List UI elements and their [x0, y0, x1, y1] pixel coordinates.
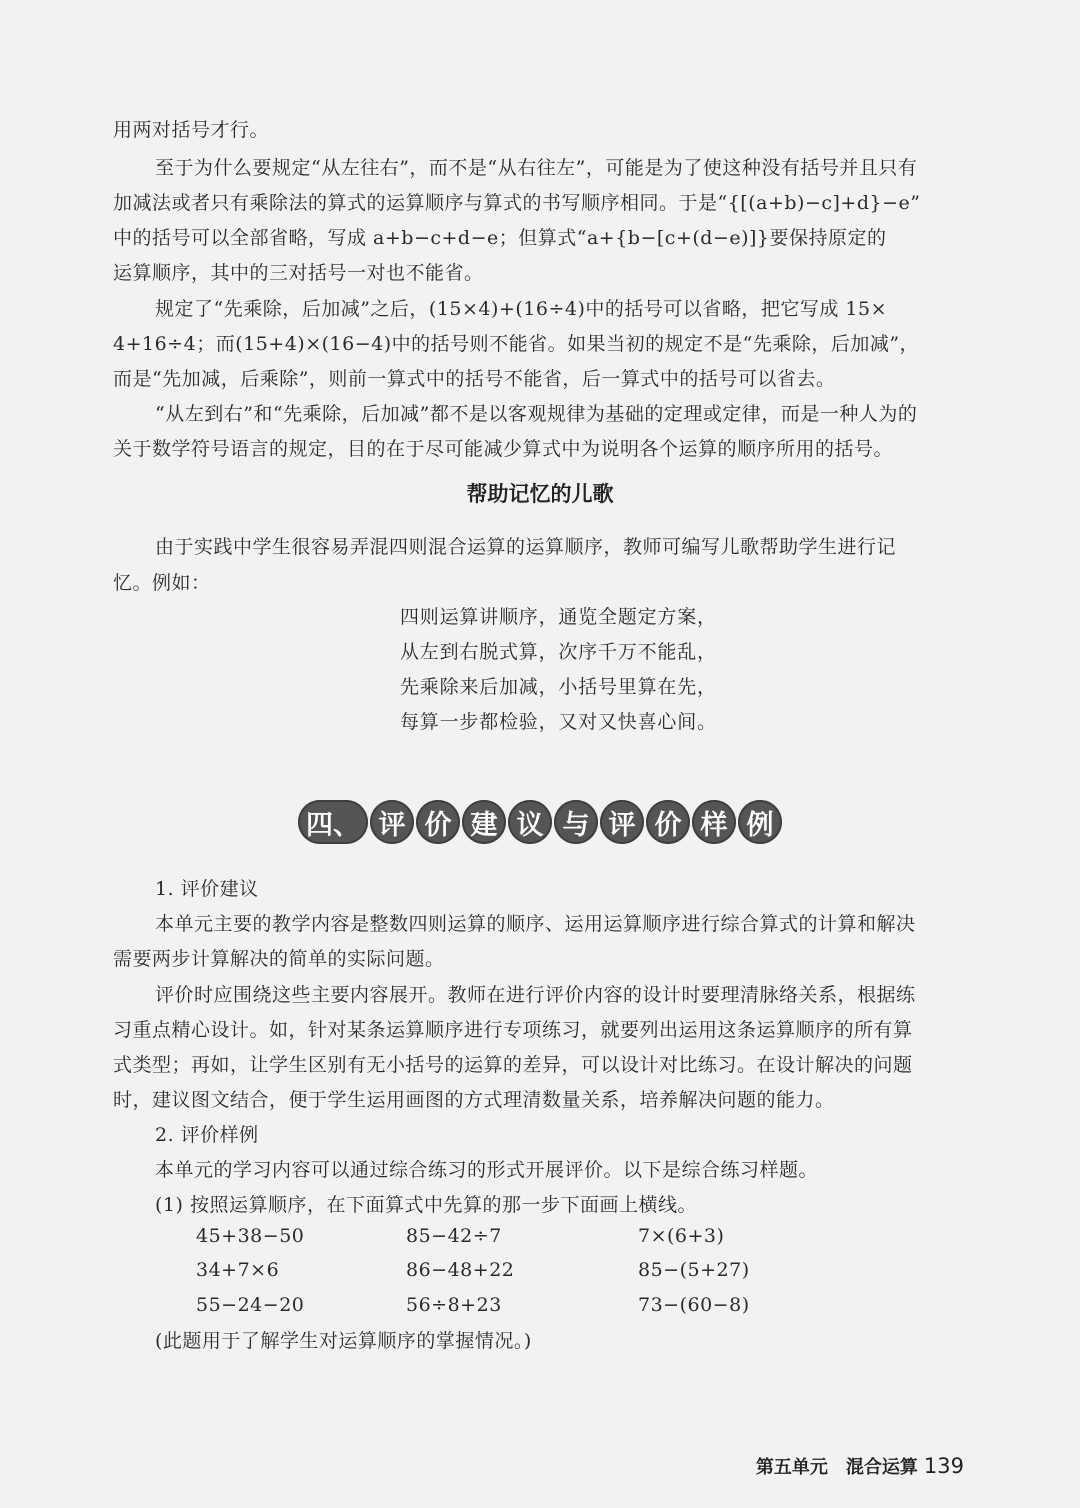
page-number: 139: [923, 1454, 964, 1478]
rhyme-heading: 帮助记忆的儿歌: [466, 482, 614, 506]
section-title-char: 评: [370, 800, 414, 844]
exercise-expression: 56÷8+23: [406, 1294, 502, 1316]
exercise-expression: 45+38−50: [196, 1225, 305, 1247]
unit-label: 第五单元 混合运算: [755, 1457, 918, 1478]
section-title-char: 价: [416, 800, 460, 844]
exercise-expression: 55−24−20: [196, 1294, 305, 1316]
paragraph-line: 本单元的学习内容可以通过综合练习的形式开展评价。以下是综合练习样题。: [155, 1159, 819, 1181]
section-title-char: 价: [646, 800, 690, 844]
subsection-title: 1. 评价建议: [155, 878, 259, 900]
paragraph-line: 关于数学符号语言的规定，目的在于尽可能减少算式中为说明各个运算的顺序所用的括号。: [113, 438, 894, 460]
poem-line: 四则运算讲顺序，通览全题定方案，: [400, 606, 717, 628]
paragraph-line: 习重点精心设计。如，针对某条运算顺序进行专项练习，就要列出运用这条运算顺序的所有算: [113, 1019, 913, 1041]
paragraph-line: “从左到右”和“先乘除，后加减”都不是以客观规律为基础的定理或定律，而是一种人为的: [155, 403, 918, 425]
exercise-expression: 7×(6+3): [638, 1225, 725, 1247]
question-line: (1) 按照运算顺序，在下面算式中先算的那一步下面画上横线。: [155, 1194, 697, 1216]
paragraph-line: 中的括号可以全部省略，写成 a+b−c+d−e；但算式“a+{b−[c+(d−e)]}要保持原定的: [113, 227, 887, 249]
paragraph-line: 时，建议图文结合，便于学生运用画图的方式理清数量关系，培养解决问题的能力。: [113, 1089, 835, 1111]
exercise-expression: 73−(60−8): [638, 1294, 750, 1316]
section-title-char: 例: [738, 800, 782, 844]
page-footer: [756, 1453, 964, 1479]
poem-line: 每算一步都检验，又对又快喜心间。: [400, 711, 717, 733]
section-title-char: 评: [600, 800, 644, 844]
note-line: (此题用于了解学生对运算顺序的掌握情况。): [155, 1330, 532, 1352]
paragraph-line: 本单元主要的教学内容是整数四则运算的顺序、运用运算顺序进行综合算式的计算和解决: [155, 913, 916, 935]
exercise-expression: 85−(5+27): [638, 1259, 750, 1281]
section-title-banner: [298, 792, 782, 852]
paragraph-line: 用两对括号才行。: [113, 119, 270, 141]
poem-line: 从左到右脱式算，次序千万不能乱，: [400, 641, 717, 663]
paragraph-line: 至于为什么要规定“从左往右”，而不是“从右往左”，可能是为了使这种没有括号并且只有: [155, 157, 918, 179]
section-title-char: 与: [554, 800, 598, 844]
paragraph-line: 由于实践中学生很容易弄混四则混合运算的运算顺序，教师可编写儿歌帮助学生进行记: [155, 536, 897, 558]
paragraph-line: 而是“先加减，后乘除”，则前一算式中的括号不能省，后一算式中的括号可以省去。: [113, 368, 836, 390]
paragraph-line: 4+16÷4；而(15+4)×(16−4)中的括号则不能省。如果当初的规定不是“先乘除，后加减”，: [113, 333, 920, 355]
section-title-char: 建: [462, 800, 506, 844]
poem-line: 先乘除来后加减，小括号里算在先，: [400, 676, 717, 698]
paragraph-line: 忆。例如：: [113, 572, 211, 594]
paragraph-line: 加减法或者只有乘除法的算式的运算顺序与算式的书写顺序相同。于是“{[(a+b)−c]+d}−e”: [113, 192, 921, 214]
section-title-char: 议: [508, 800, 552, 844]
paragraph-line: 式类型；再如，让学生区别有无小括号的运算的差异，可以设计对比练习。在设计解决的问题: [113, 1054, 913, 1076]
section-title-char: 四、: [298, 800, 368, 844]
exercise-expression: 86−48+22: [406, 1259, 515, 1281]
exercise-expression: 34+7×6: [196, 1259, 280, 1281]
paragraph-line: 规定了“先乘除，后加减”之后，(15×4)+(16÷4)中的括号可以省略，把它写成 15×: [155, 298, 888, 320]
section-title-char: 样: [692, 800, 736, 844]
exercise-expression: 85−42÷7: [406, 1225, 502, 1247]
paragraph-line: 评价时应围绕这些主要内容展开。教师在进行评价内容的设计时要理清脉络关系，根据练: [155, 984, 916, 1006]
paragraph-line: 运算顺序，其中的三对括号一对也不能省。: [113, 262, 484, 284]
subsection-title: 2. 评价样例: [155, 1124, 259, 1146]
paragraph-line: 需要两步计算解决的简单的实际问题。: [113, 948, 445, 970]
